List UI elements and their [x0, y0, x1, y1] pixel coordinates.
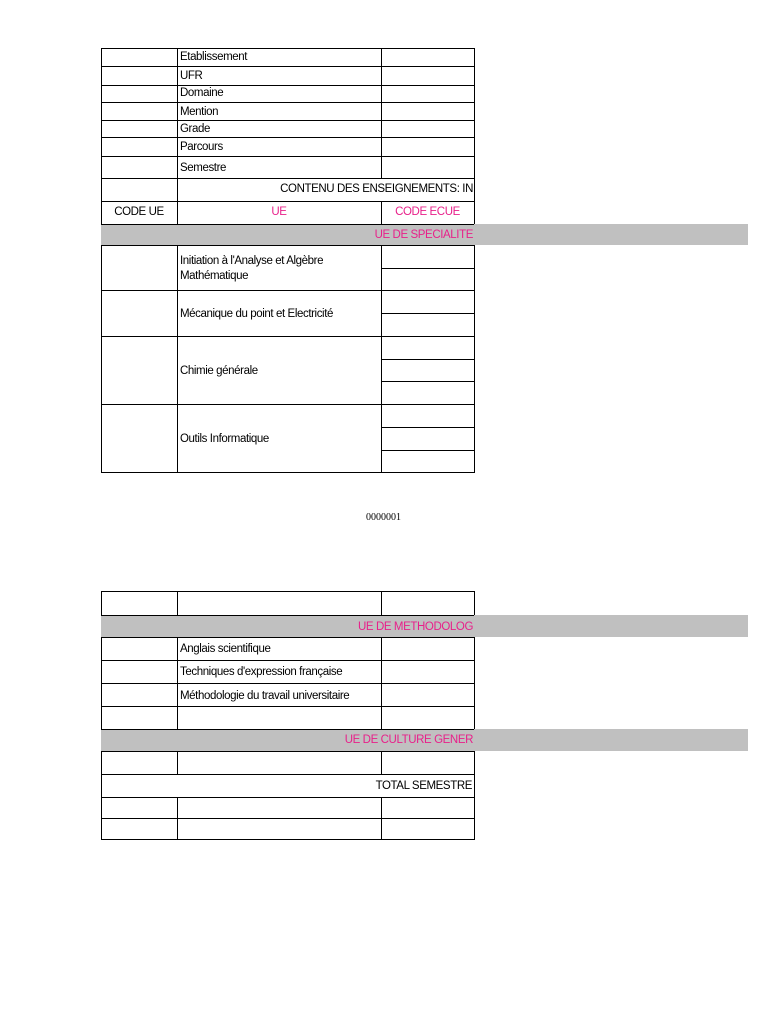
ue-name-analyse-line1: Initiation à l'Analyse et Algèbre [180, 255, 324, 267]
ue-name-expression-francaise: Techniques d'expression française [180, 666, 343, 678]
label-etablissement: Etablissement [180, 51, 248, 63]
ue-name-analyse-line2: Mathématique [180, 270, 249, 282]
page-number: 0000001 [366, 512, 401, 523]
label-semestre: Semestre [180, 162, 227, 174]
label-parcours: Parcours [180, 141, 223, 153]
ue-name-chimie: Chimie générale [180, 365, 258, 377]
section-label-culture: UE DE CULTURE GENER [344, 734, 473, 746]
label-grade: Grade [180, 123, 210, 135]
label-mention: Mention [180, 106, 219, 118]
table-title: CONTENU DES ENSEIGNEMENTS: IN [280, 183, 473, 195]
label-ufr: UFR [180, 70, 203, 82]
ue-name-informatique: Outils Informatique [180, 433, 269, 445]
column-header-ue: UE [271, 206, 287, 218]
label-domaine: Domaine [180, 87, 224, 99]
column-header-code-ecue: CODE ECUE [395, 206, 460, 218]
ue-name-methodologie-travail: Méthodologie du travail universitaire [180, 690, 350, 702]
section-label-methodologie: UE DE METHODOLOG [357, 621, 473, 633]
total-semestre-label: TOTAL SEMESTRE [375, 780, 472, 792]
ue-name-mecanique: Mécanique du point et Electricité [180, 308, 334, 320]
ue-name-anglais: Anglais scientifique [180, 643, 271, 655]
section-label-specialite: UE DE SPECIALITE [374, 229, 473, 241]
column-header-code-ue: CODE UE [114, 206, 164, 218]
